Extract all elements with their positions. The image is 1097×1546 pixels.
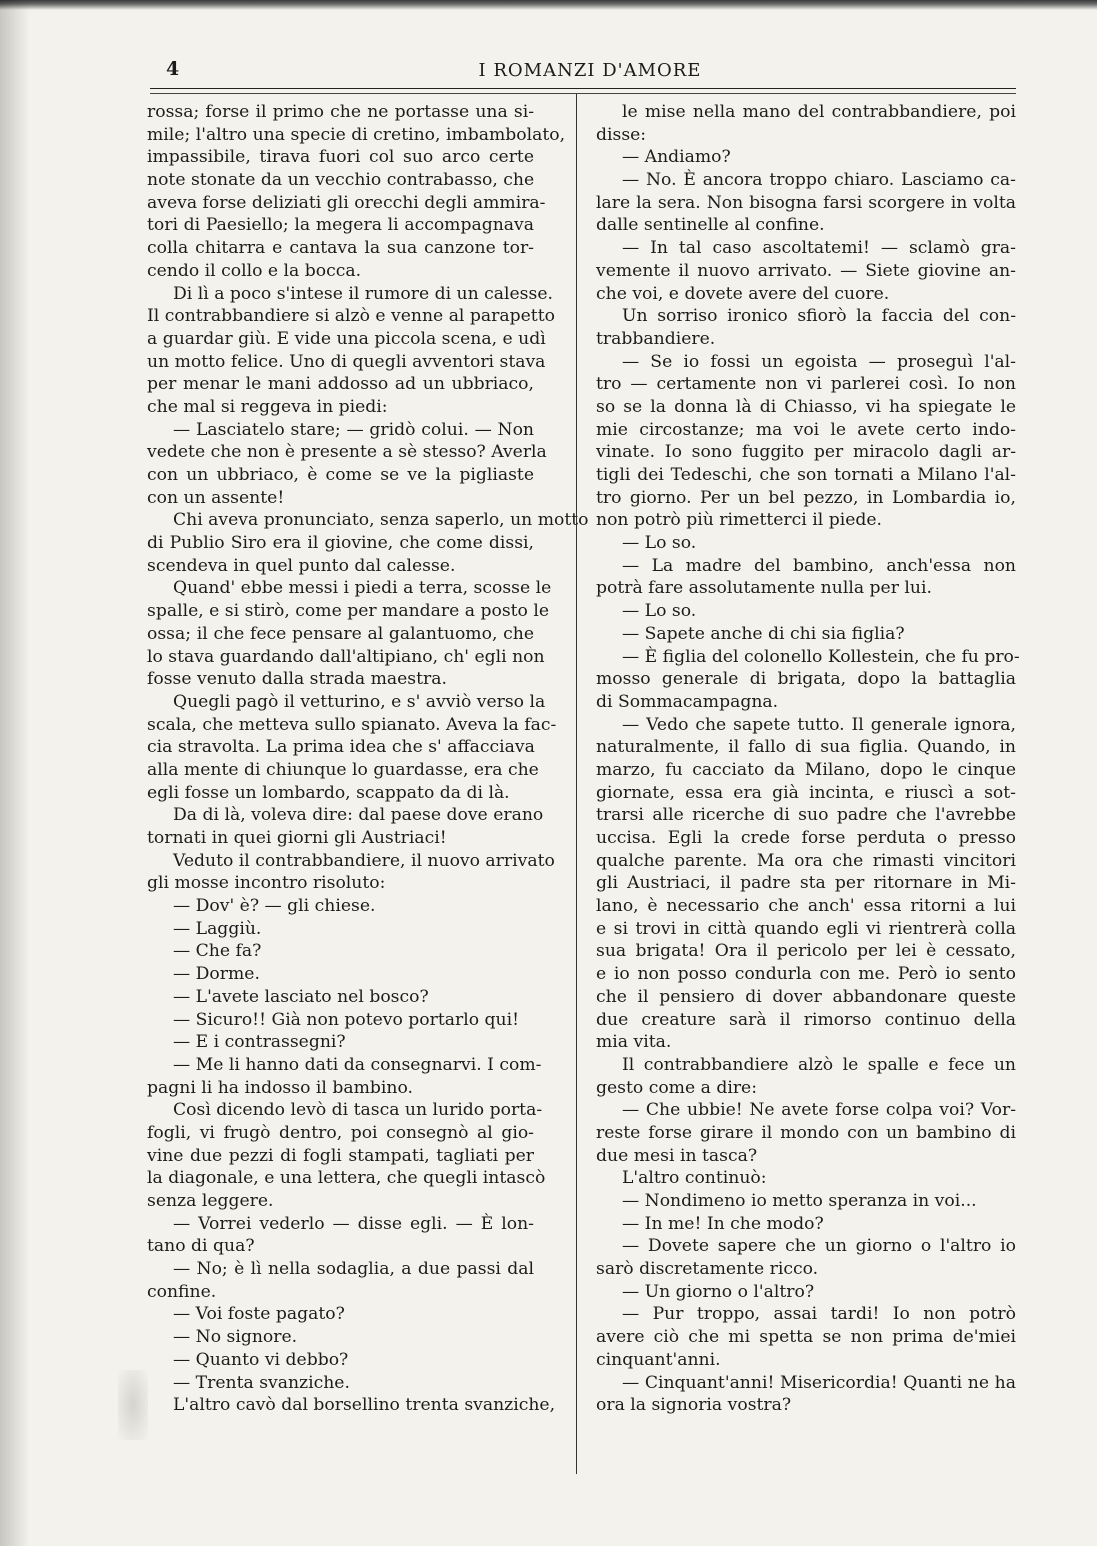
text-line: e io non posso condurla con me. Però io sento [596,964,1016,985]
text-line: — Trenta svanziche. [173,1372,350,1393]
text-line: Un sorriso ironico sfiorò la faccia del con- [622,306,1016,327]
text-line: — Sicuro!! Già non potevo portarlo qui! [173,1009,520,1030]
scan-gutter-shadow [0,0,30,1546]
text-line: con un ubbriaco, è come se ve la pigliaste [147,465,534,485]
text-line: — Lo so. [622,601,697,622]
text-line: — Dorme. [173,964,260,985]
text-line: un motto felice. Uno di quegli avventori stava [147,351,546,372]
text-line: Il contrabbandiere alzò le spalle e fece un [622,1054,1016,1075]
text-line: cinquant'anni. [596,1349,721,1370]
text-line: che mal si reggeva in piedi: [147,396,388,417]
text-line: con un assente! [147,487,285,508]
text-line: per menar le mani addosso ad un ubbriaco, [147,374,534,395]
text-line: uccisa. Egli la crede forse perduta o presso [596,828,1016,848]
text-line: due creature sarà il rimorso continuo della [596,1009,1016,1030]
text-line: rossa; forse il primo che ne portasse una si- [147,102,534,122]
page-header [160,58,1016,88]
text-line: mile; l'altro una specie di cretino, imbambolato, [147,124,566,145]
text-line: cendo il collo e la bocca. [147,260,362,281]
text-line: fogli, vi frugò dentro, poi consegnò al gio- [147,1122,534,1143]
text-line: tro giorno. Per un bel pezzo, in Lombardia io, [596,487,1016,508]
text-line: — La madre del bambino, anch'essa non [622,555,1016,576]
text-line: naturalmente, il fallo di sua figlia. Quando, in [596,737,1016,758]
text-line: a guardar giù. E vide una piccola scena, e udì [147,328,546,349]
text-line: Così dicendo levò di tasca un lurido porta- [173,1100,543,1121]
text-line: — Dov' è? — gli chiese. [173,896,376,917]
text-line: vedete che non è presente a sè stesso? Averla [147,442,547,463]
text-line: gesto come a dire: [596,1077,758,1098]
text-line: di Sommacampagna. [596,691,779,712]
text-line: senza leggere. [147,1191,274,1211]
text-line: marzo, fu cacciato da Milano, dopo le cinque [596,759,1016,780]
text-line: — L'avete lasciato nel bosco? [173,986,429,1007]
text-line: cia stravolta. La prima idea che s' affacciava [147,737,535,758]
text-line: gli Austriaci, il padre sta per ritornare in Mi- [596,873,1016,894]
text-line: — Lasciatelo stare; — gridò colui. — Non [173,419,534,440]
text-line: — Cinquant'anni! Misericordia! Quanti ne ha [622,1372,1016,1393]
header-rule [150,88,1016,89]
text-line: — Vedo che sapete tutto. Il generale ignora, [622,714,1016,735]
text-line: — Dovete sapere che un giorno o l'altro io [622,1236,1016,1257]
text-line: — È figlia del colonello Kollestein, che fu pro- [622,646,1020,667]
text-line: sarò discretamente ricco. [596,1259,819,1280]
text-line: tano di qua? [147,1236,255,1257]
text-line: — In tal caso ascoltatemi! — sclamò gra- [622,238,1016,259]
text-line: mia vita. [596,1032,672,1053]
text-line: — Andiamo? [622,147,731,168]
text-line: — No signore. [173,1327,298,1348]
text-line: reste forse girare il mondo con un bambino di [596,1122,1016,1143]
text-line: lano, è necessario che anch' essa ritorni a lui [596,896,1016,917]
text-line: dalle sentinelle al confine. [596,215,825,236]
text-line: che il pensiero di dover abbandonare queste [596,986,1016,1007]
text-line: Chi aveva pronunciato, senza saperlo, un motto [173,510,589,531]
text-line: trabbandiere. [596,328,716,349]
text-line: trarsi alle ricerche di suo padre che l'avrebbe [596,805,1016,826]
text-line: ora la signoria vostra? [596,1395,792,1416]
text-line: impassibile, tirava fuori col suo arco certe [147,147,534,168]
text-line: tigli dei Tedeschi, che son tornati a Milano l'al- [596,465,1016,485]
text-line: e si trovi in città quando egli vi rientrerà colla [596,918,1016,939]
text-line: L'altro cavò dal borsellino trenta svanziche, [173,1395,556,1416]
text-line: scala, che metteva sullo spianato. Aveva la fac- [147,714,557,735]
text-line: — Me li hanno dati da consegnarvi. I com- [173,1054,542,1075]
text-line: colla chitarra e cantava la sua canzone tor- [147,238,534,259]
text-line: — Laggiù. [173,918,262,939]
text-line: tro — certamente non vi parlerei così. Io non [596,374,1016,395]
text-line: — Che fa? [173,941,262,962]
right-text-column [596,101,1020,1417]
text-line: aveva forse deliziati gli orecchi degli ammira- [147,192,546,213]
text-line: Di lì a poco s'intese il rumore di un calesse. [173,283,553,304]
scan-blot [118,1370,148,1440]
text-line: lare la sera. Non bisogna farsi scorgere in volta [596,192,1016,213]
text-line: lo stava guardando dall'altipiano, ch' egli non [147,646,545,667]
text-line: Veduto il contrabbandiere, il nuovo arrivato [173,850,555,871]
left-text-column [147,101,589,1417]
text-line: note stonate da un vecchio contrabasso, che [147,170,535,191]
text-line: alla mente di chiunque lo guardasse, era che [147,759,539,780]
text-line: — No. È ancora troppo chiaro. Lasciamo ca- [622,170,1016,191]
text-line: Quegli pagò il vetturino, e s' avviò verso la [173,691,546,712]
text-line: la diagonale, e una lettera, che quegli intascò [147,1168,546,1189]
text-line: tori di Paesiello; la megera li accompagnava [147,215,534,236]
text-line: Da di là, voleva dire: dal paese dove erano [173,805,544,826]
text-line: L'altro continuò: [622,1168,767,1189]
text-line: — Quanto vi debbo? [173,1349,349,1370]
text-line: — Lo so. [622,533,697,554]
text-line: qualche parente. Ma ora che rimasti vincitori [596,850,1016,871]
text-line: so se la donna là di Chiasso, vi ha spiegate le [596,396,1016,417]
text-line: confine. [147,1281,217,1302]
text-line: di Publio Siro era il giovine, che come dissi, [147,533,534,554]
text-line: vemente il nuovo arrivato. — Siete giovine an- [596,260,1016,281]
text-line: — No; è lì nella sodaglia, a due passi dal [173,1259,534,1280]
text-line: — Nondimeno io metto speranza in voi... [622,1191,977,1211]
text-line: scendeva in quel punto dal calesse. [147,555,456,576]
text-line: sua brigata! Ora il pericolo per lei è cessato, [596,941,1016,962]
text-line: fosse venuto dalla strada maestra. [147,669,447,690]
text-line: — Pur troppo, assai tardi! Io non potrò [622,1304,1016,1325]
text-line: — Voi foste pagato? [173,1304,345,1325]
text-line: — Sapete anche di chi sia figlia? [622,623,905,644]
text-line: gli mosse incontro risoluto: [147,873,386,894]
header-rule-thin [150,93,1016,94]
text-line: — Se io fossi un egoista — proseguì l'al- [622,351,1016,372]
text-line: che voi, e dovete avere del cuore. [596,283,890,304]
text-line: — Che ubbie! Ne avete forse colpa voi? Vor- [622,1100,1016,1121]
text-line: giornate, essa era già incinta, e riuscì a sot- [596,782,1016,803]
scan-top-edge [0,0,1097,10]
text-line: pagni li ha indosso il bambino. [147,1077,413,1098]
text-line: non potrò più rimetterci il piede. [596,510,883,531]
page-number: 4 [166,58,180,80]
text-line: le mise nella mano del contrabbandiere, poi [622,102,1016,122]
text-line: spalle, e si stirò, come per mandare a posto le [147,601,550,622]
text-line: Quand' ebbe messi i piedi a terra, scosse le [173,578,552,599]
text-line: — E i contrassegni? [173,1032,346,1053]
text-line: vinate. Io sono fuggito per miracolo dagli ar- [596,442,1016,463]
text-line: tornati in quei giorni gli Austriaci! [147,828,447,848]
text-line: — In me! In che modo? [622,1213,824,1234]
text-line: egli fosse un lombardo, scappato da di là. [147,782,510,803]
text-line: mosso generale di brigata, dopo la battaglia [596,669,1016,690]
text-line: mie circostanze; ma voi le avete certo indo- [596,419,1016,440]
running-title: I ROMANZI D'AMORE [478,60,702,81]
text-line: disse: [596,124,647,145]
text-line: — Vorrei vederlo — disse egli. — È lon- [173,1213,534,1234]
text-line: potrà fare assolutamente nulla per lui. [596,578,932,599]
text-line: — Un giorno o l'altro? [622,1281,815,1302]
text-line: ossa; il che fece pensare al galantuomo, che [147,623,534,644]
text-line: vine due pezzi di fogli stampati, tagliati per [147,1145,534,1166]
column-divider [576,94,577,1474]
text-line: avere ciò che mi spetta se non prima de'miei [596,1327,1016,1348]
text-line: Il contrabbandiere si alzò e venne al parapetto [147,306,555,327]
text-line: due mesi in tasca? [596,1145,758,1166]
